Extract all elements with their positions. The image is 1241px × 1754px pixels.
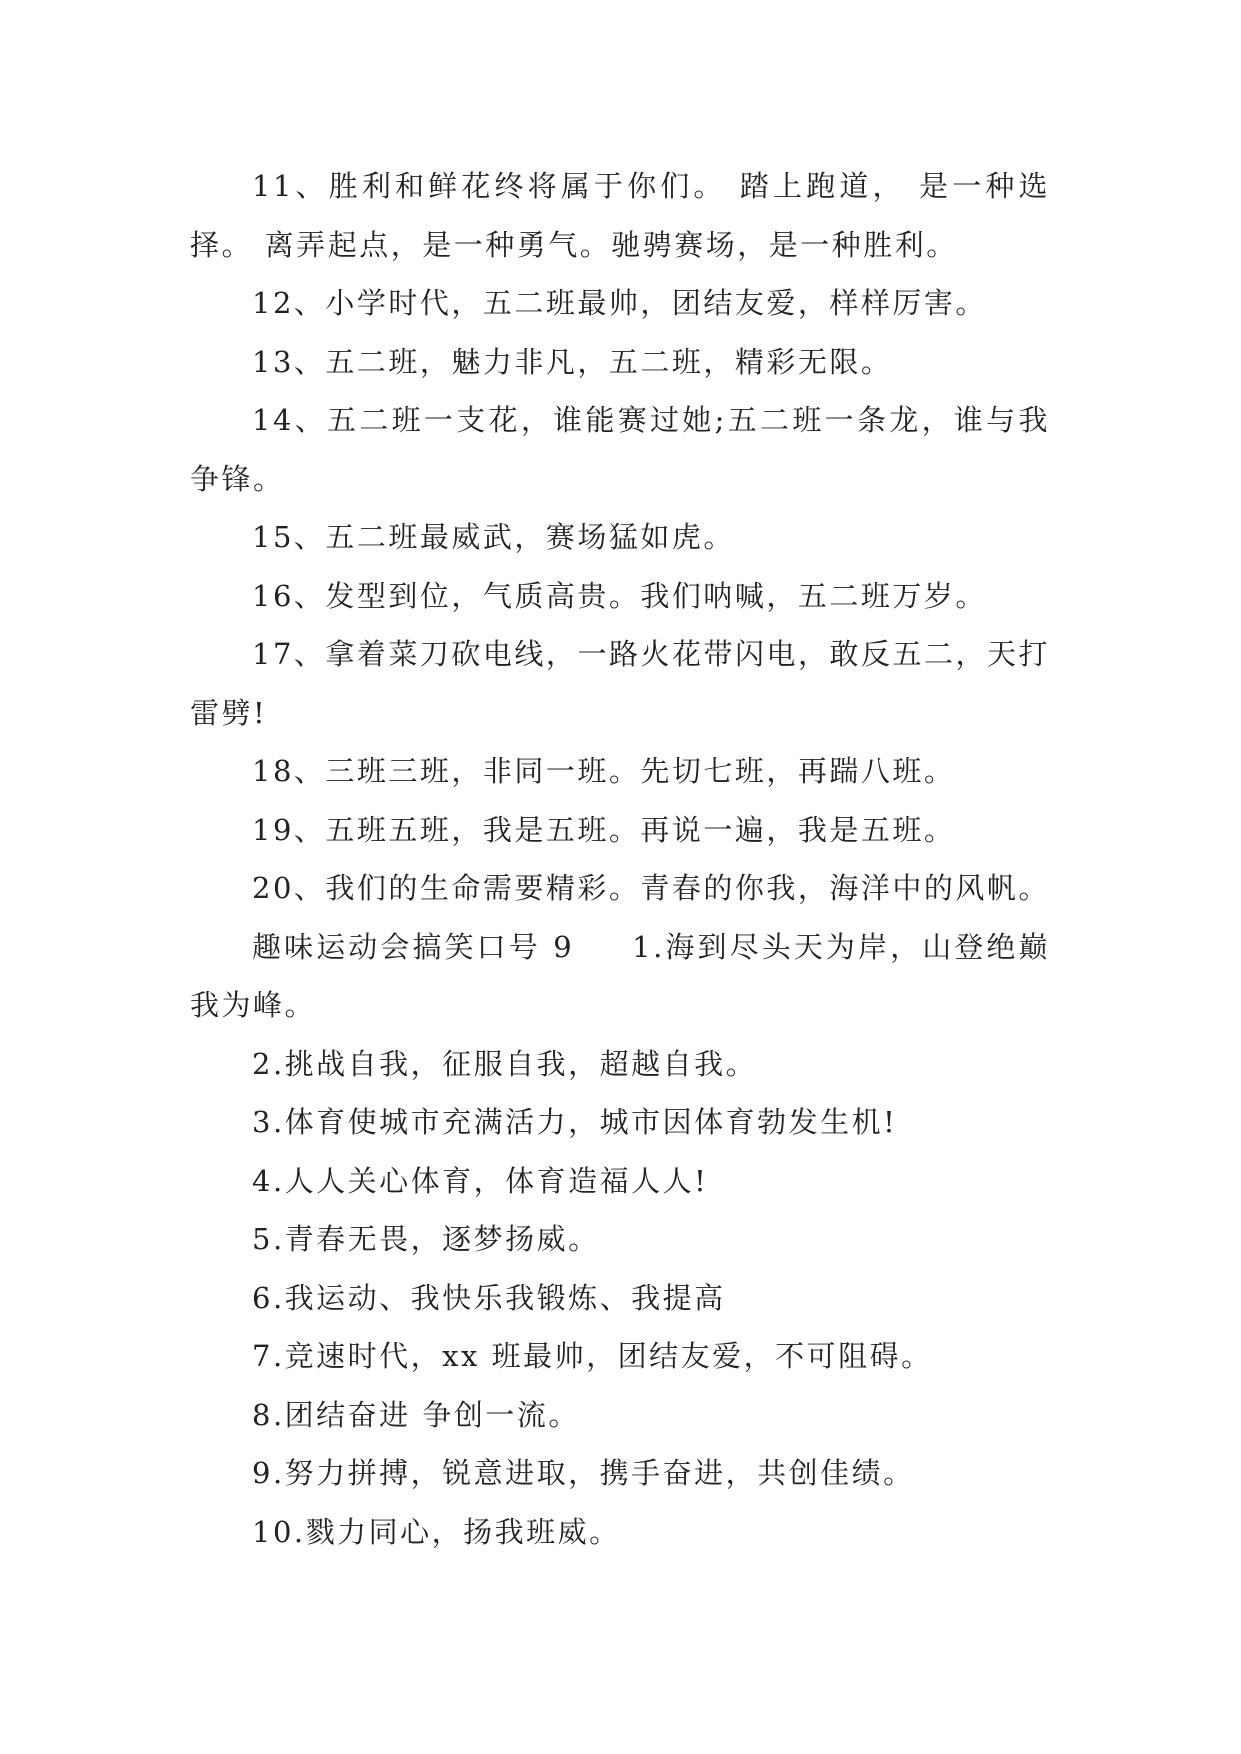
list-item: 3.体育使城市充满活力，城市因体育勃发生机!	[252, 1105, 898, 1139]
list-item: 8.团结奋进 争创一流。	[252, 1397, 580, 1432]
section-heading: 趣味运动会搞笑口号 9	[252, 929, 575, 964]
slogan-paragraph: 20、我们的生命需要精彩。青春的你我，海洋中的风帆。	[252, 871, 1050, 905]
document-body	[190, 157, 1050, 1561]
slogan-paragraph: 14、五二班一支花，谁能赛过她;五二班一条龙，谁与我争锋。	[190, 403, 1050, 496]
section-paragraph	[190, 918, 1050, 1035]
slogan-paragraph: 16、发型到位，气质高贵。我们呐喊，五二班万岁。	[252, 578, 987, 613]
list-item: 2.挑战自我，征服自我，超越自我。	[252, 1046, 758, 1081]
slogan-paragraph: 11、胜利和鲜花终将属于你们。 踏上跑道， 是一种选择。 离弄起点，是一种勇气。驰骋赛场，是一种胜利。	[190, 169, 1050, 262]
list-item: 4.人人关心体育，体育造福人人!	[252, 1163, 709, 1198]
slogan-paragraph: 19、五班五班，我是五班。再说一遍，我是五班。	[252, 812, 956, 847]
slogan-paragraph: 15、五二班最威武，赛场猛如虎。	[252, 520, 735, 554]
list-item: 7.竞速时代，xx 班最帅，团结友爱，不可阻碍。	[252, 1339, 933, 1373]
slogan-paragraph: 18、三班三班，非同一班。先切七班，再踹八班。	[252, 754, 956, 788]
section-first-item: 1.海到尽头天为岸，山登绝巅我为峰。	[190, 929, 1051, 1022]
slogan-paragraph: 13、五二班，魅力非凡，五二班，精彩无限。	[252, 344, 893, 379]
list-item: 10.戮力同心，扬我班威。	[252, 1514, 621, 1549]
list-item: 5.青春无畏，逐梦扬威。	[252, 1222, 600, 1256]
list-item: 9.努力拼搏，锐意进取，携手奋进，共创佳绩。	[252, 1456, 915, 1490]
slogan-paragraph: 12、小学时代，五二班最帅，团结友爱，样样厉害。	[252, 286, 987, 320]
list-item: 6.我运动、我快乐我锻炼、我提高	[252, 1280, 726, 1315]
slogan-paragraph: 17、拿着菜刀砍电线，一路火花带闪电，敢反五二，天打雷劈!	[190, 637, 1050, 730]
